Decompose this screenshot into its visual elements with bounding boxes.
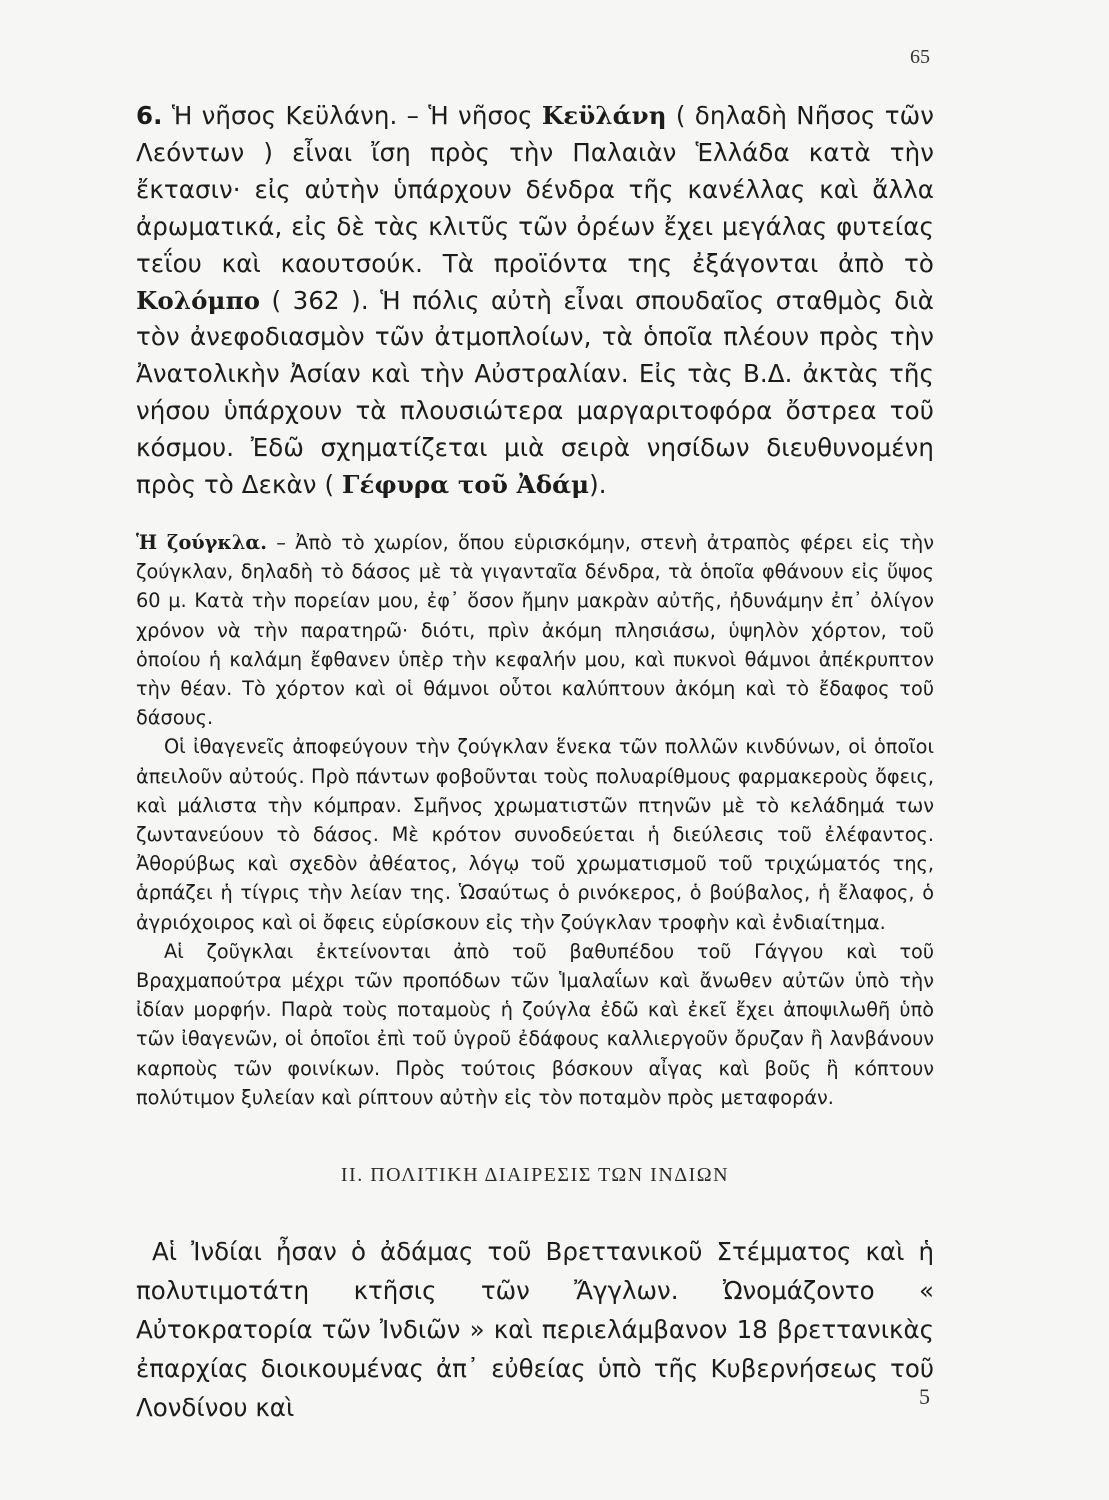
section-ceylon: [136, 98, 934, 504]
jungle-lead: Ἡ ζούγκλα.: [136, 531, 267, 554]
jungle-paragraph-1: [136, 528, 934, 732]
term-ceylon: Κεϋλάνη: [541, 101, 667, 130]
section-jungle: [136, 528, 934, 1112]
body-text: ( 362 ). Ἡ πόλις αὐτὴ εἶναι σπουδαῖος σταθμὸς διὰ τὸν ἀνεφοδιασμὸν τῶν ἀτμοπλοίων, τὰ ὁποῖα πλέουν πρὸς τὴν Ἀνατολικὴν Ἀσίαν καὶ τὴν Αὐστραλίαν. Εἰς τὰς Β.Δ. ἀκτὰς τῆς νήσου ὑπάρχουν τὰ πλουσιώτερα μαργαριτοφόρα ὄστρεα τοῦ κόσμου. Ἐδῶ σχηματίζεται μιὰ σειρὰ νησίδων διευθυνομένη πρὸς τὸ Δεκὰν (: [136, 285, 934, 500]
page-number-top: 65: [910, 46, 930, 68]
body-text: ).: [589, 470, 607, 500]
term-colombo: Κολόμπο: [136, 285, 261, 315]
chapter-heading: ΙΙ. ΠΟΛΙΤΙΚΗ ΔΙΑΙΡΕΣΙΣ ΤΩΝ ΙΝΔΙΩΝ: [340, 1164, 730, 1186]
section-number: 6.: [136, 101, 163, 130]
political-paragraph-1: Αἱ Ἰνδίαι ἦσαν ὁ ἀδάμας τοῦ Βρεττανικοῦ Στέμματος καὶ ἡ πολυτιμοτάτη κτῆσις τῶν Ἄγγλων. Ὠνομάζοντο « Αὐτοκρατορία τῶν Ἰνδιῶν » καὶ περιελάμβανον 18 βρεττανικὰς ἐπαρχίας διοικουμένας ἀπ᾽ εὐθείας ὑπὸ τῆς Κυβερνήσεως τοῦ Λονδίνου καὶ: [136, 1237, 934, 1422]
jungle-paragraph-2: Οἱ ἰθαγενεῖς ἀποφεύγουν τὴν ζούγκλαν ἕνεκα τῶν πολλῶν κινδύνων, οἱ ὁποῖοι ἀπειλοῦν αὐτούς. Πρὸ πάντων φοβοῦνται τοὺς πολυαρίθμους φαρμακεροὺς ὄφεις, καὶ μάλιστα τὴν κόμπραν. Σμῆνος χρωματιστῶν πτηνῶν μὲ τὸ κελάδημά των ζωντανεύουν τὸ δάσος. Μὲ κρότον συνοδεύεται ἡ διεύλεσις τοῦ ἐλέφαντος. Ἀθορύβως καὶ σχεδὸν ἀθέατος, λόγῳ τοῦ χρωματισμοῦ τοῦ τριχώματός της, ἁρπάζει ἡ τίγρις τὴν λείαν της. Ὡσαύτως ὁ ρινόκερος, ὁ βούβαλος, ἡ ἔλαφος, ὁ ἀγριόχοιρος καὶ οἱ ὄφεις εὑρίσκουν εἰς τὴν ζούγκλαν τροφὴν καὶ ἐνδιαίτημα.: [136, 735, 934, 934]
section-political: [136, 1232, 934, 1427]
term-adams-bridge: Γέφυρα τοῦ Ἀδάμ: [342, 470, 590, 500]
body-text: ( δηλαδὴ Νῆσος τῶν Λεόντων ) εἶναι ἴση πρὸς τὴν Παλαιὰν Ἑλλάδα κατὰ τὴν ἔκτασιν· εἰς αὐτὴν ὑπάρχουν δένδρα τῆς κανέλλας καὶ ἄλλα ἀρωματικά, εἰς δὲ τὰς κλιτῦς τῶν ὀρέων ἔχει μεγάλας φυτείας τεΐου καὶ καουτσούκ. Τὰ προϊόντα της ἐξάγονται ἀπὸ τὸ: [136, 101, 935, 278]
section-title: Ἡ νῆσος Κεϋλάνη.: [171, 101, 398, 130]
body-text: – Ἡ νῆσος: [397, 101, 542, 130]
body-text: – Ἀπὸ τὸ χωρίον, ὅπου εὑρισκόμην, στενὴ ἀτραπὸς φέρει εἰς τὴν ζούγκλαν, δηλαδὴ τὸ δάσος μὲ τὰ γιγανταῖα δένδρα, τὰ ὁποῖα φθάνουν εἰς ὕψος 60 μ. Κατὰ τὴν πορείαν μου, ἐφ᾽ ὅσον ἤμην μακρὰν αὐτῆς, ἠδυνάμην ἐπ᾽ ὀλίγον χρόνον νὰ τὴν παρατηρῶ· διότι, πρὶν ἀκόμη πλησιάσω, ὑψηλὸν χόρτον, τοῦ ὁποίου ἡ καλάμη ἔφθανεν ὑπὲρ τὴν κεφαλήν μου, καὶ πυκνοὶ θάμνοι ἀπέκρυπτον τὴν θέαν. Τὸ χόρτον καὶ οἱ θάμνοι οὗτοι καλύπτουν ἀκόμη καὶ τὸ ἔδαφος τοῦ δάσους.: [136, 531, 934, 730]
jungle-paragraph-3: Αἱ ζοῦγκλαι ἐκτείνονται ἀπὸ τοῦ βαθυπέδου τοῦ Γάγγου καὶ τοῦ Βραχμαπούτρα μέχρι τῶν προπόδων τῶν Ἱμαλαΐων καὶ ἄνωθεν αὐτῶν ὑπὸ τὴν ἰδίαν μορφήν. Παρὰ τοὺς ποταμοὺς ἡ ζούγλα ἐδῶ καὶ ἐκεῖ ἔχει ἀποψιλωθῆ ὑπὸ τῶν ἰθαγενῶν, οἱ ὁποῖοι ἐπὶ τοῦ ὑγροῦ ἐδάφους καλλιεργοῦν ὄρυζαν ἢ λανβάνουν καρποὺς τῶν φοινίκων. Πρὸς τούτοις βόσκουν αἶγας καὶ βοῦς ἢ κόπτουν πολύτιμον ξυλείαν καὶ ρίπτουν αὐτὴν εἰς τὸν ποταμὸν πρὸς μεταφοράν.: [136, 939, 934, 1109]
page-number-bottom: 5: [919, 1384, 930, 1409]
